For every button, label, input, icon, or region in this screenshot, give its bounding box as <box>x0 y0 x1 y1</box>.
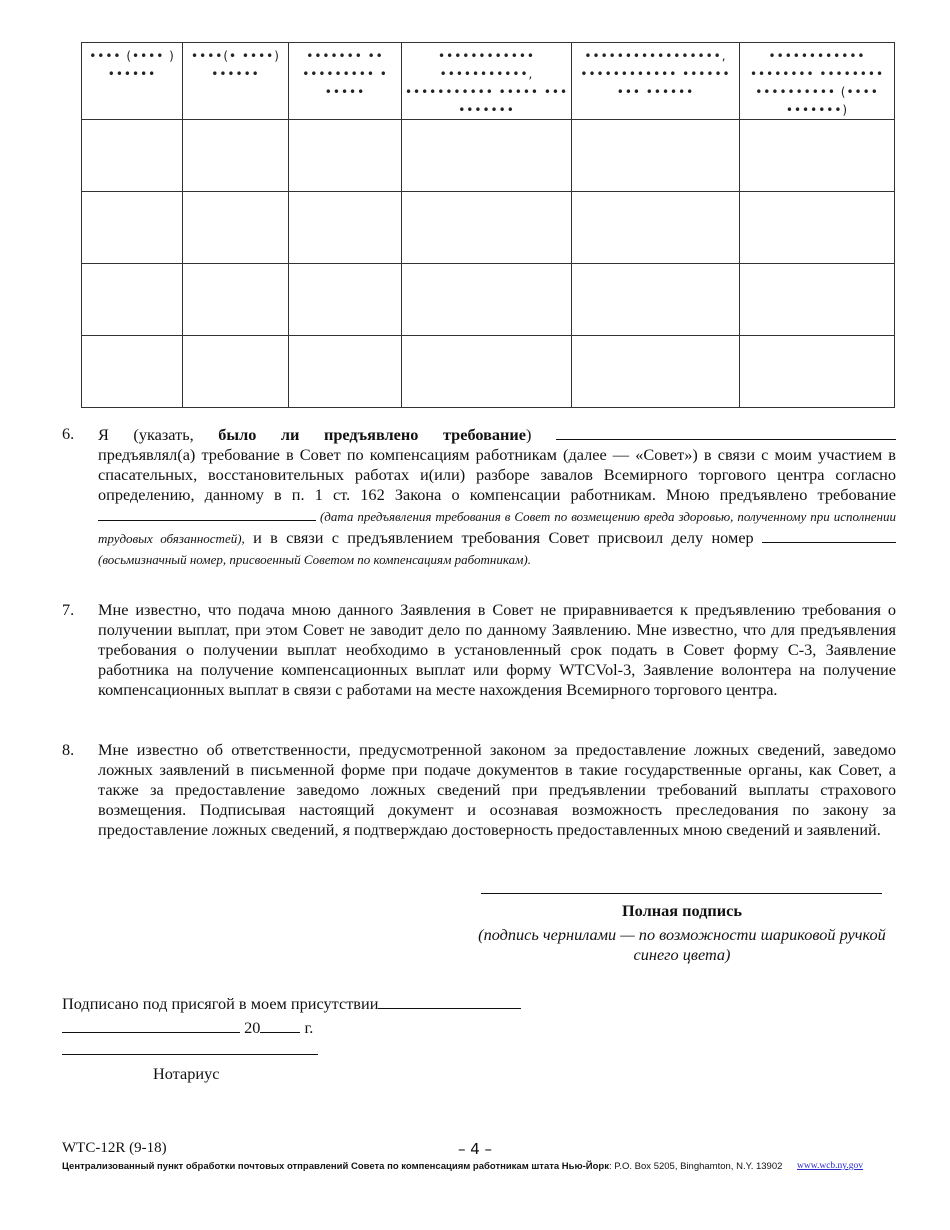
page-number: – 4 – <box>457 1140 493 1158</box>
sworn-date-field[interactable] <box>378 993 521 1009</box>
paragraph-6 <box>62 424 896 570</box>
column-header: •••••••••••• •••••••••••, ••••••••••• ••••• ••• ••••••• <box>402 43 572 120</box>
table-cell[interactable] <box>82 192 183 264</box>
column-header: •••••••••••• •••••••• •••••••• •••••••••• (•••• •••••••) <box>740 43 895 120</box>
table-row <box>82 264 895 336</box>
table-cell[interactable] <box>289 336 402 408</box>
sworn-statement <box>62 993 521 1014</box>
year-prefix: 20 <box>244 1018 261 1037</box>
table-cell[interactable] <box>82 120 183 192</box>
text-span: ) <box>526 425 556 444</box>
column-header: •••••••••••••••••, •••••••••••• •••••• ••• •••••• <box>572 43 740 120</box>
table-cell[interactable] <box>289 192 402 264</box>
sworn-label: Подписано под присягой в моем присутствии <box>62 994 379 1013</box>
paragraph-number: 8. <box>62 740 75 759</box>
column-header: •••• (•••• ) •••••• <box>82 43 183 120</box>
table-cell[interactable] <box>82 336 183 408</box>
table-cell[interactable] <box>740 264 895 336</box>
table-cell[interactable] <box>82 264 183 336</box>
table-cell[interactable] <box>402 264 572 336</box>
paragraph-7 <box>62 600 896 700</box>
claim-date-note: (дата предъявления требования в Совет по возмещению вреда здоровью, полученному при исполнении трудовых обязанностей), <box>98 509 896 546</box>
mailing-address <box>62 1161 782 1172</box>
text-span: Я (указать, <box>98 425 219 444</box>
claim-date-field[interactable] <box>98 505 316 521</box>
paragraph-body <box>98 424 896 445</box>
paragraph-body: Мне известно об ответственности, предусмотренной законом за предоставление ложных сведений, заведомо ложных заявлений в письменной форме при подаче документов в такие государственные органы, как Совет, а также за предоставление заведомо ложных сведений при предъявлении требований выплаты страхового возмещения. Подписывая настоящий документ и осознавая возможность преследования по закону за предоставление ложных сведений, я подтверждаю достоверность предоставленных мною сведений и заявлений. <box>98 740 896 839</box>
paragraph-number: 7. <box>62 600 75 619</box>
table-row <box>82 120 895 192</box>
notary-label: Нотариус <box>153 1064 220 1083</box>
column-header: ••••(• ••••) •••••• <box>183 43 289 120</box>
table-cell[interactable] <box>289 120 402 192</box>
address-bold: Централизованный пункт обработки почтовых отправлений Совета по компенсациям работникам штата Нью-Йорк <box>62 1161 609 1172</box>
table-cell[interactable] <box>402 336 572 408</box>
table-cell[interactable] <box>183 120 289 192</box>
address-text: : P.O. Box 5205, Binghamton, N.Y. 13902 <box>608 1161 783 1172</box>
table-header-row <box>82 43 895 120</box>
paragraph-body-cont <box>98 445 896 570</box>
year-field[interactable] <box>260 1017 300 1033</box>
table-cell[interactable] <box>740 192 895 264</box>
website-link[interactable]: www.wcb.ny.gov <box>797 1161 864 1171</box>
table-cell[interactable] <box>183 336 289 408</box>
signature-note: (подпись чернилами — по возможности шариковой ручкой синего цвета) <box>478 925 886 964</box>
text-span: предъявлял(а) требование в Совет по компенсациям работникам (далее — «Совет») в связи с моим участием в спасательных, восстановительных работах и(или) разборе завалов Всемирного торгового центра согласно определению, данному в п. 1 ст. 162 Закона о компенсации работникам. Мною предъявлено требование <box>98 445 896 504</box>
year-suffix: г. <box>304 1018 314 1037</box>
paragraph-8 <box>62 740 896 840</box>
table-cell[interactable] <box>572 264 740 336</box>
case-number-field[interactable] <box>762 527 896 543</box>
text-span: и в связи с предъявлением требования Совет присвоил делу номер <box>244 528 762 547</box>
paragraph-number: 6. <box>62 424 75 443</box>
table-cell[interactable] <box>740 120 895 192</box>
table-row <box>82 336 895 408</box>
table-cell[interactable] <box>572 120 740 192</box>
entries-table <box>81 42 895 408</box>
table-row <box>82 192 895 264</box>
table-cell[interactable] <box>402 120 572 192</box>
table-cell[interactable] <box>740 336 895 408</box>
notary-signature-line[interactable] <box>62 1054 318 1055</box>
table-cell[interactable] <box>572 192 740 264</box>
table-cell[interactable] <box>183 192 289 264</box>
claim-status-field[interactable] <box>556 424 896 440</box>
table-cell[interactable] <box>572 336 740 408</box>
table-cell[interactable] <box>402 192 572 264</box>
signature-line[interactable] <box>481 893 882 894</box>
column-header: ••••••• •• ••••••••• • ••••• <box>289 43 402 120</box>
table-cell[interactable] <box>289 264 402 336</box>
paragraph-body: Мне известно, что подача мною данного Заявления в Совет не приравнивается к предъявлению требования о получении выплат, при этом Совет не заводит дело по данному Заявлению. Мне известно, что для предъявления требования о получении выплат необходимо в установленный срок подать в Совет форму C-3, Заявление работника на получение компенсационных выплат или форму WTCVol-3, Заявление волонтера на получение компенсационных выплат в связи с работами на месте нахождения Всемирного торгового центра. <box>98 600 896 699</box>
bold-text: было ли предъявлено требование <box>218 425 527 444</box>
form-code: WTC-12R (9-18) <box>62 1140 167 1156</box>
signature-title: Полная подпись <box>621 901 742 920</box>
date-line <box>62 1017 313 1038</box>
table-cell[interactable] <box>183 264 289 336</box>
day-month-field[interactable] <box>62 1017 240 1033</box>
case-number-note: (восьмизначный номер, присвоенный Советом по компенсациям работникам). <box>98 552 531 567</box>
